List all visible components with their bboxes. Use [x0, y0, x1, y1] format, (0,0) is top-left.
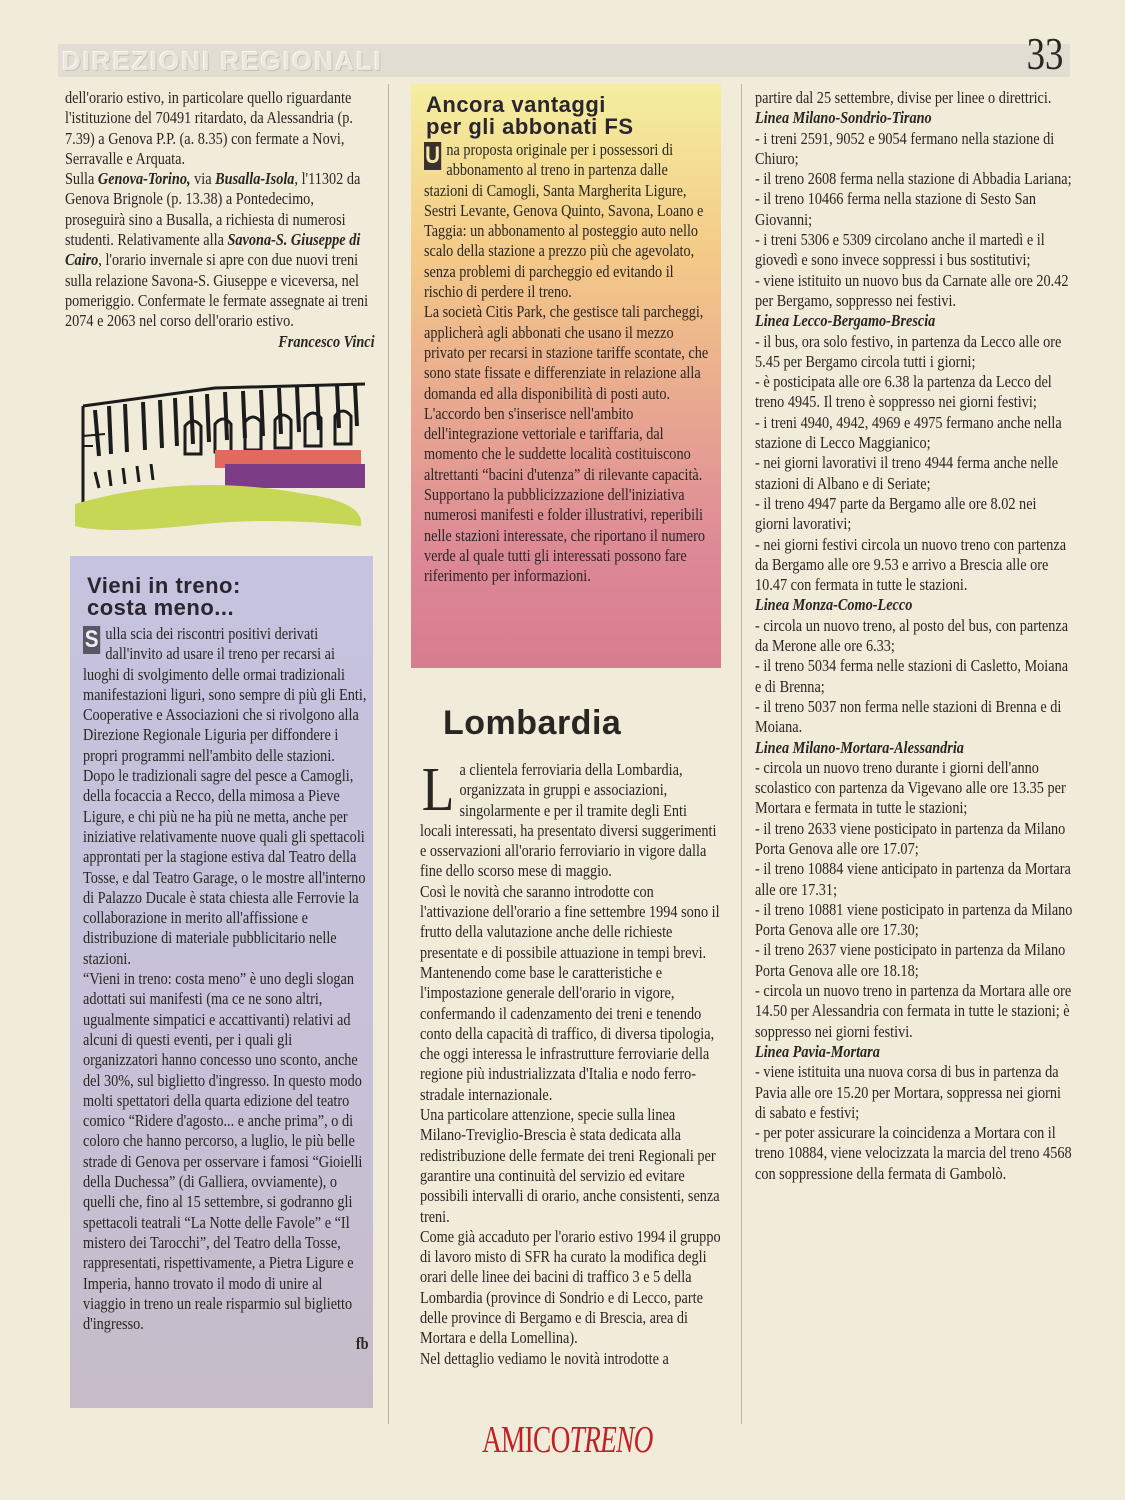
- left-column-article-end: [65, 88, 375, 352]
- paragraph: [420, 882, 721, 963]
- paragraph-text: na proposta originale per i possessori di abbonamento al treno in partenza dalle stazioni di Camogli, Santa Margherita Ligure, Sestri Levante, Genova Quinto, Savona, Loano e Taggia: un abbonamento al posteggio auto nello scalo della stazione a prezzo più che agevolato, senza problemi di parcheggio ed evitando il rischio di perdere il treno.: [424, 140, 704, 302]
- magazine-brand: [482, 1419, 653, 1461]
- brand-part-a: AMICO: [482, 1419, 570, 1461]
- author-signature: Francesco Vinci: [278, 331, 375, 351]
- column-rule: [741, 84, 742, 1424]
- list-item: - il treno 10884 viene anticipato in partenza da Mortara alle ore 17.31;: [755, 859, 1071, 899]
- line-name: Busalla-Isola: [215, 169, 295, 189]
- list-item: - il treno 2608 ferma nella stazione di Abbadia Lariana;: [755, 169, 1072, 189]
- column-rule: [388, 84, 389, 1424]
- paragraph: [424, 302, 710, 403]
- section-title-lombardia: Lombardia: [443, 704, 622, 742]
- paragraph: [65, 88, 375, 169]
- list-item: - circola un nuovo treno durante i giorni dell'anno scolastico con partenza da Vigevano alle ore 13.35 per Mortara e fermata in tutte le stazioni;: [755, 757, 1066, 818]
- list-item: - il treno 2633 viene posticipato in partenza da Milano Porta Genova alle ore 17.07;: [755, 818, 1066, 858]
- list-item: - nei giorni festivi circola un nuovo treno con partenza da Bergamo alle ore 9.53 e arrivo a Brescia alle ore 10.47 con fermata in tutte le stazioni.: [755, 534, 1067, 595]
- line-heading: Linea Milano-Mortara-Alessandria: [755, 737, 964, 757]
- box-vieni-body: [83, 624, 369, 1355]
- list-item: - i treni 5306 e 5309 circolano anche il martedì e il giovedì e sono invece soppressi i bus sostitutivi;: [755, 230, 1045, 270]
- paragraph-text: La società Citis Park, che gestisce tali parcheggi, applicherà agli abbonati che usano il mezzo privato per recarsi in stazione tariffe scontate, che sono state fissate e differenziate in relazione alla domanda ed alla disponibilità di posti auto.: [424, 302, 709, 403]
- paragraph: [424, 404, 710, 485]
- section-banner-label: DIREZIONI REGIONALI: [62, 46, 384, 76]
- paragraph: [424, 140, 710, 302]
- paragraph: [65, 169, 375, 331]
- drop-cap: U: [425, 142, 441, 169]
- text-run: , l'orario invernale si apre con due nuovi treni sulla relazione Savona-S. Giuseppe e viceversa, nel pomeriggio. Confermate le fermate assegnate ai treni 2074 e 2063 nel corso dell'orario estivo.: [65, 250, 369, 331]
- paragraph: [420, 1105, 721, 1227]
- box-vieni-title-line2: costa meno...: [87, 595, 235, 620]
- list-item: - viene istituita una nuova corsa di bus in partenza da Pavia alle ore 15.20 per Mortara, soppressa nei giorni di sabato e festivi;: [755, 1062, 1061, 1122]
- box-vieni-title: [87, 575, 387, 619]
- list-item: - circola un nuovo treno, al posto del bus, con partenza da Merone alle ore 6.33;: [755, 615, 1069, 656]
- paragraph-text: ulla scia dei riscontri positivi derivati dall'invito ad usare il treno per recarsi ai luoghi di svolgimento delle ormai tradizionali manifestazioni liguri, sono sempre di più gli Enti, Cooperative e Associazioni che si rivolgono alla Direzione Regionale Liguria per diffondere i propri programmi nell'ambito delle stazioni.: [83, 624, 367, 765]
- line-name: Savona-S. Giuseppe di Cairo: [65, 230, 361, 270]
- paragraph: [83, 624, 369, 766]
- list-item: - per poter assicurare la coincidenza a Mortara con il treno 10884, viene velocizzata la marcia del treno 4568 con soppressione della fermata di Gambolò.: [755, 1123, 1072, 1183]
- lombardia-article-body: [420, 756, 721, 1369]
- list-item: - il treno 5037 non ferma nelle stazioni di Brenna e di Moiana.: [755, 696, 1062, 737]
- text-run: via: [190, 169, 216, 189]
- list-item: - circola un nuovo treno in partenza da Mortara alle ore 14.50 per Alessandria con fermata in tutte le stazioni; è soppresso nei giorni festivi.: [755, 981, 1072, 1041]
- paragraph: [83, 969, 369, 1334]
- paragraph-text: L'accordo ben s'inserisce nell'ambito dell'integrazione vettoriale e tariffaria, dal momento che le suddette località costituiscono altrettanti “bacini d'utenza” di rilevante capacità.: [424, 403, 703, 484]
- line-heading: Linea Milano-Sondrio-Tirano: [755, 108, 932, 128]
- paragraph: [420, 756, 721, 882]
- paragraph-text: a clientela ferroviaria della Lombardia, organizzata in gruppi e associazioni, singolarmente e per il tramite degli Enti locali interessati, ha presentato diversi suggerimenti e osservazioni all'orario ferroviario in vigore dalla fine dello scorso mese di maggio.: [420, 760, 717, 881]
- box-ancora-body: [424, 140, 710, 587]
- author-initials: fb: [355, 1334, 369, 1354]
- page-number: 33: [1026, 28, 1064, 79]
- list-item: - il treno 10466 ferma nella stazione di Sesto San Giovanni;: [755, 189, 1036, 229]
- box-vieni-title-line1: Vieni in treno:: [87, 573, 241, 598]
- brand-part-b: TRENO: [569, 1419, 653, 1461]
- box-ancora-title-line2: per gli abbonati FS: [426, 114, 634, 139]
- list-item: - i treni 4940, 4942, 4969 e 4975 fermano anche nella stazione di Lecco Maggianico;: [755, 412, 1062, 453]
- paragraph: [420, 1227, 721, 1349]
- paragraph: [83, 766, 369, 969]
- line-heading: Linea Monza-Como-Lecco: [755, 595, 913, 615]
- paragraph-text: “Vieni in treno: costa meno” è uno degli slogan adottati sui manifesti (ma ce ne sono altri, ugualmente simpatici e accattivanti) relativi ad alcuni di questi eventi, per i quali gli organizzatori hanno concesso uno sconto, anche del 30%, sul biglietto d'ingresso. In questo modo molti spettatori della quarta edizione del teatro comico “Ridere d'agosto... e anche prima”, o di coloro che hanno percorso, a luglio, le più belle strade di Genova per osservare i famosi “Gioielli della Duchessa” (di Galliera, ovviamente), o quelli che, fino al 15 settembre, si godranno gli spettacoli teatrali “La Notte delle Favole” e “Il mistero dei Tarocchi”, del Teatro della Tosse, rappresentati, rispettivamente, a Pietra Ligure e Imperia, hanno trovato il modo di unire al viaggio in treno un reale risparmio sul biglietto d'ingresso.: [83, 969, 363, 1334]
- paragraph-text: Una particolare attenzione, specie sulla linea Milano-Treviglio-Brescia è stata dedicata alla redistribuzione delle fermate dei treni Regionali per garantire una continuità del servizio ed evitare possibili intervalli di orario, anche consistenti, senza treni.: [420, 1105, 720, 1226]
- text-run: , l'11302 da Genova Brignole (p. 13.38) a Pontedecimo, proseguirà sino a Busalla, a richiesta di numerosi studenti. Relativamente alla: [65, 169, 361, 250]
- paragraph-text: Dopo le tradizionali sagre del pesce a Camogli, della focaccia a Recco, della mimosa a Pieve Ligure, e chi più ne ha più ne metta, anche per iniziative relativamente nuove quali gli spettacoli approntati per la stagione estiva dal Teatro della Tosse, e dal Teatro Garage, o le mostre all'interno di Palazzo Ducale è stata chiesta alle Ferrovie la collaborazione in merito all'affissione e distribuzione di materiale pubblicitario nelle stazioni.: [83, 766, 366, 968]
- text-run: dell'orario estivo, in particolare quello riguardante l'istituzione del 70491 ritardato, da Alessandria (p. 7.39) a Genova P.P. (a. 8.35) con fermate a Novi, Serravalle e Arquata.: [65, 88, 353, 168]
- list-item: - il bus, ora solo festivo, in partenza da Lecco alle ore 5.45 per Bergamo circola tutti i giorni;: [755, 331, 1062, 371]
- drop-cap: S: [84, 626, 99, 653]
- box-ancora-title: [426, 94, 726, 138]
- line-heading: Linea Lecco-Bergamo-Brescia: [755, 311, 936, 331]
- paragraph-text: Così le novità che saranno introdotte con l'attivazione dell'orario a fine settembre 1994 sono il frutto della valutazione anche delle richieste presentate e di possibile attuazione in tempi brevi.: [420, 881, 720, 962]
- paragraph: [424, 485, 710, 586]
- box-ancora-title-line1: Ancora vantaggi: [426, 92, 606, 117]
- text-run: Sulla: [65, 169, 98, 189]
- paragraph-text: Mantenendo come base le caratteristiche e l'impostazione generale dell'orario in vigore, confermando il cadenzamento dei treni e tenendo conto della capacità di traffico, di diversa tipologia, che oggi interessa le infrastrutture ferroviarie della regione più industrializzata d'Italia e nodo ferro-stradale internazionale.: [420, 962, 715, 1104]
- list-item: - il treno 4947 parte da Bergamo alle ore 8.02 nei giorni lavorativi;: [755, 493, 1037, 534]
- list-item: - viene istituito un nuovo bus da Carnate alle ore 20.42 per Bergamo, soppresso nei festivi.: [755, 270, 1069, 310]
- list-item: - è posticipata alle ore 6.38 la partenza da Lecco del treno 4945. Il treno è soppresso nei giorni festivi;: [755, 372, 1052, 412]
- right-column-line-changes: [755, 88, 1073, 1184]
- line-name: Genova-Torino,: [97, 169, 191, 189]
- line-heading: Linea Pavia-Mortara: [755, 1041, 880, 1061]
- paragraph: partire dal 25 settembre, divise per linee o direttrici.: [755, 88, 1052, 107]
- list-item: - il treno 10881 viene posticipato in partenza da Milano Porta Genova alle ore 17.30;: [755, 899, 1073, 940]
- list-item: - nei giorni lavorativi il treno 4944 ferma anche nelle stazioni di Albano e di Seriate;: [755, 453, 1059, 493]
- station-illustration: [65, 376, 377, 536]
- drop-cap: L: [421, 756, 455, 824]
- paragraph: [420, 963, 721, 1105]
- paragraph-text: Come già accaduto per l'orario estivo 1994 il gruppo di lavoro misto di SFR ha curato la modifica degli orari delle linee dei bacini di traffico 3 e 5 della Lombardia (province di Sondrio e di Lecco, parte delle province di Bergamo e di Brescia, area di Mortara e della Lomellina).: [420, 1226, 721, 1348]
- list-item: - i treni 2591, 9052 e 9054 fermano nella stazione di Chiuro;: [755, 128, 1055, 168]
- paragraph: [420, 1349, 721, 1369]
- list-item: - il treno 5034 ferma nelle stazioni di Casletto, Moiana e di Brenna;: [755, 656, 1069, 696]
- paragraph-text: Nel dettaglio vediamo le novità introdotte a: [420, 1348, 669, 1368]
- list-item: - il treno 2637 viene posticipato in partenza da Milano Porta Genova alle ore 18.18;: [755, 940, 1066, 980]
- paragraph-text: Supportano la pubblicizzazione dell'iniziativa numerosi manifesti e folder illustrativi, reperibili nelle stazioni interessate, che riportano il numero verde al quale tutti gli interessati possono fare riferimento per informazioni.: [424, 485, 705, 586]
